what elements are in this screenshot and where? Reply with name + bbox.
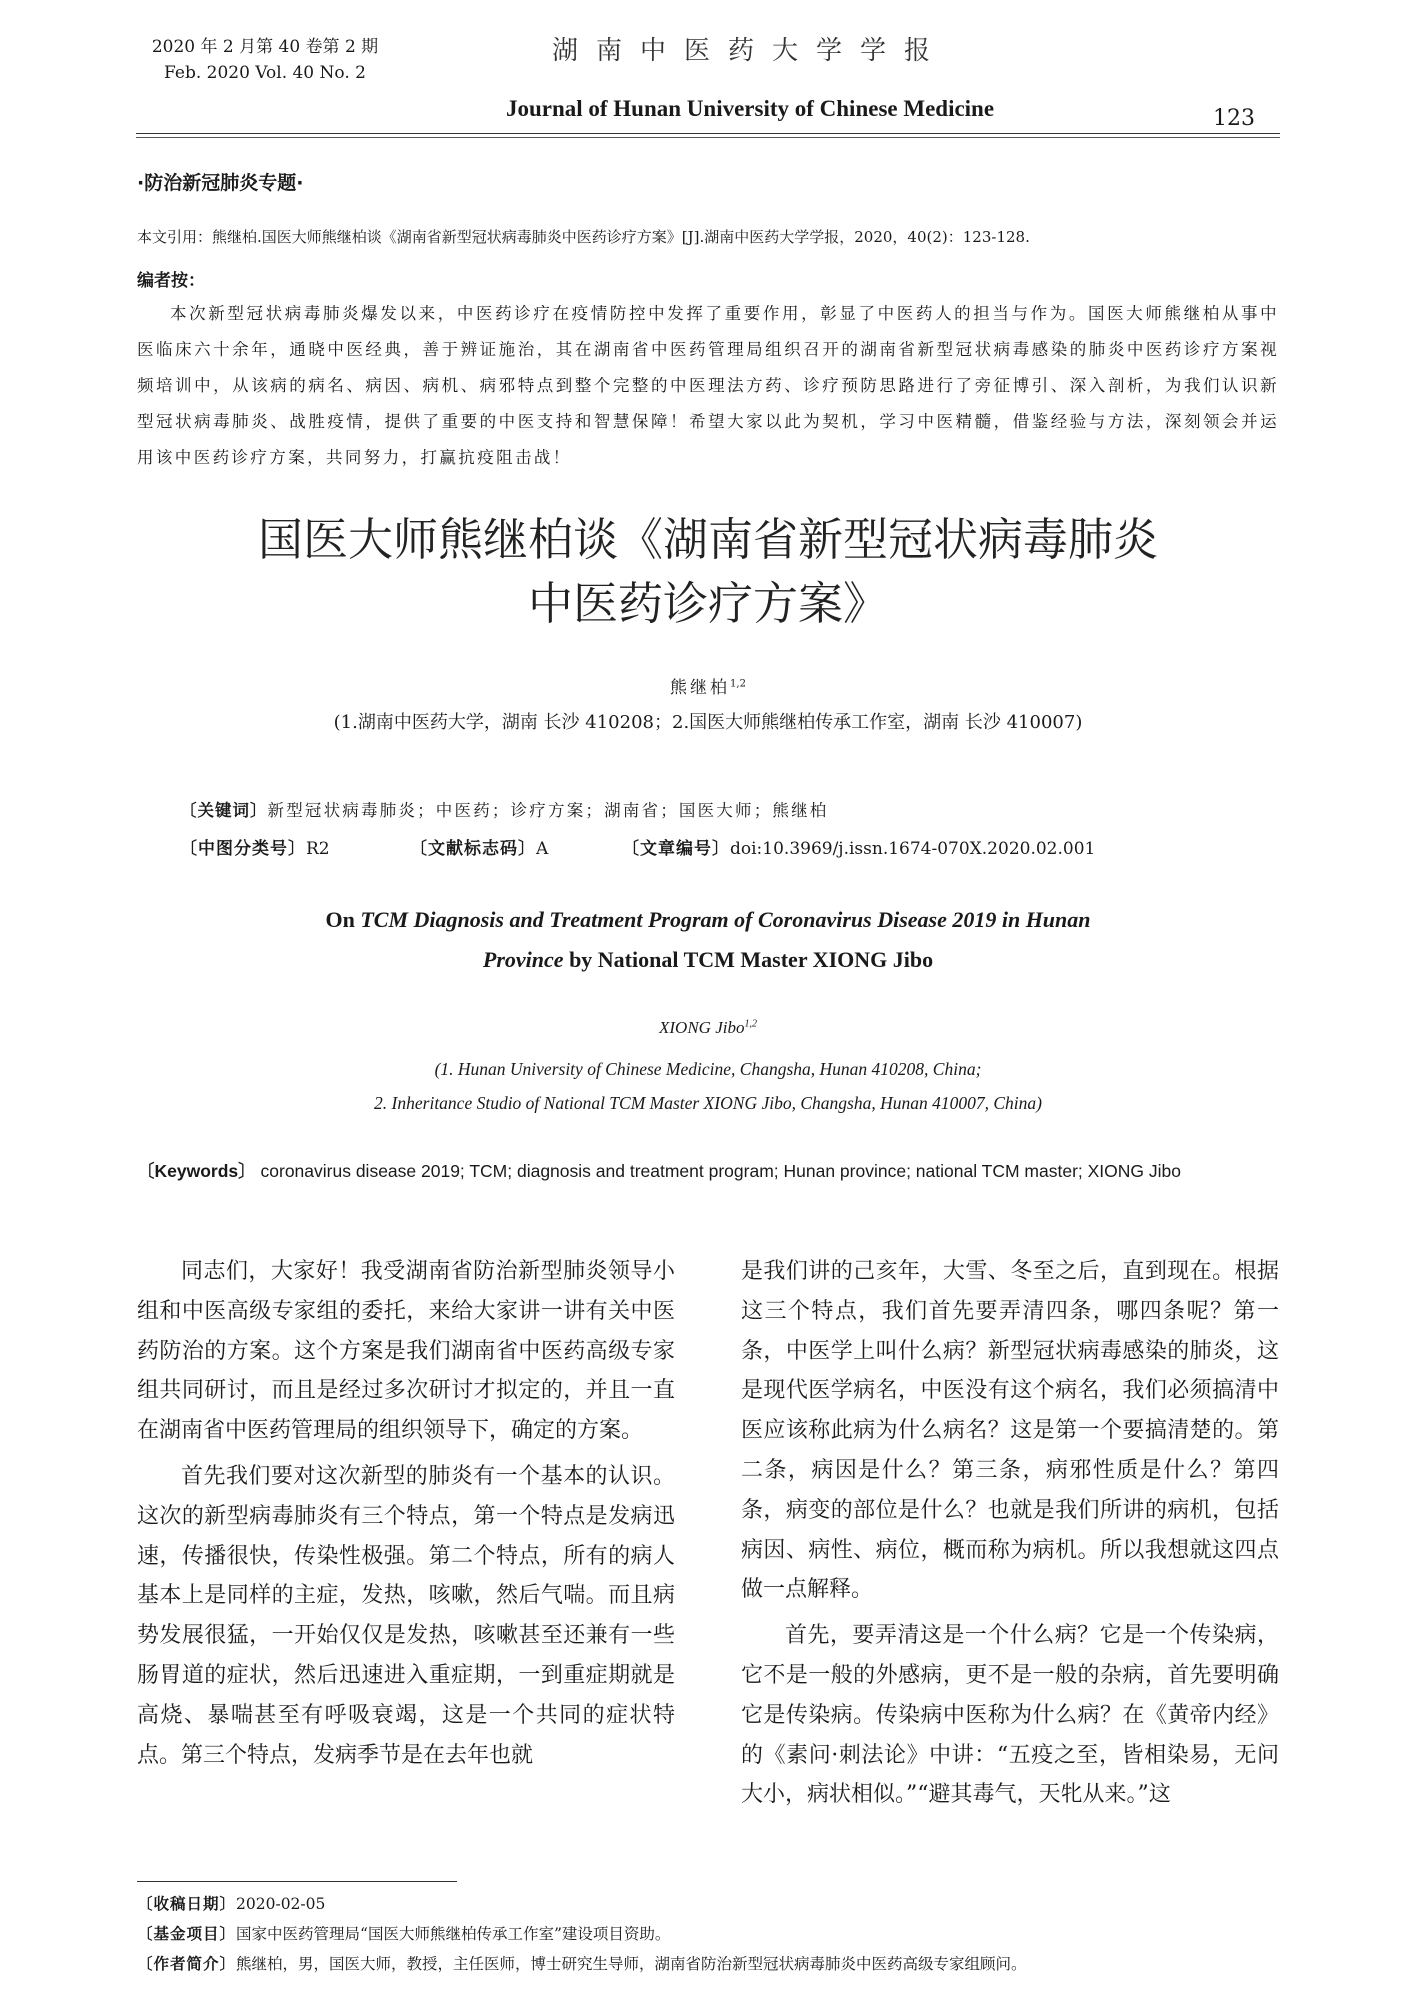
paragraph: 是我们讲的己亥年，大雪、冬至之后，直到现在。根据这三个特点，我们首先要弄清四条，哪四条呢？第一条，中医学上叫什么病？新型冠状病毒感染的肺炎，这是现代医学病名，中医没有这个病名，我们必须搞清中医应该称此病为什么病名？这是第一个要搞清楚的。第二条，病因是什么？第三条，病邪性质是什么？第四条，病变的部位是什么？也就是我们所讲的病机，包括病因、病性、病位，概而称为病机。所以我想就这四点做一点解释。 [741, 1259, 1279, 1603]
en-title-italic2: Province [482, 947, 564, 972]
footnote-received [137, 1892, 325, 1914]
keywords-en [137, 1154, 1279, 1188]
author-affiliation: (1.湖南中医药大学，湖南 长沙 410208；2.国医大师熊继柏传承工作室，湖南 长沙 410007) [333, 712, 1083, 733]
keywords-en-label: 〔Keywords〕 [137, 1161, 256, 1181]
journal-title-en: Journal of Hunan University of Chinese Medicine [505, 96, 995, 121]
footnote-fund [137, 1922, 670, 1944]
citation: 本文引用：熊继柏.国医大师熊继柏谈《湖南省新型冠状病毒肺炎中医药诊疗方案》[J].湖南中医药大学学报，2020，40(2)：123-128. [137, 228, 1030, 246]
en-title-italic1: TCM Diagnosis and Treatment Program of Coronavirus Disease 2019 in Hunan [360, 907, 1091, 932]
en-author-sup: 1,2 [744, 1018, 757, 1030]
paragraph: 同志们，大家好！我受湖南省防治新型肺炎领导小组和中医高级专家组的委托，来给大家讲一讲有关中医药防治的方案。这个方案是我们湖南省中医药高级专家组共同研讨，而且是经过多次研讨才拟定的，并且一直在湖南省中医药管理局的组织领导下，确定的方案。 [137, 1259, 675, 1444]
doc-label: 〔文献标志码〕 [410, 839, 536, 859]
issue-info [140, 34, 390, 86]
article-value: doi:10.3969/j.issn.1674-070X.2020.02.001 [730, 839, 1096, 859]
received-value: 2020-02-05 [236, 1895, 326, 1913]
en-affil-2: 2. Inheritance Studio of National TCM Master XIONG Jibo, Changsha, Hunan 410007, China) [374, 1093, 1042, 1113]
paragraph: 首先我们要对这次新型的肺炎有一个基本的认识。这次的新型病毒肺炎有三个特点，第一个特点是发病迅速，传播很快，传染性极强。第二个特点，所有的病人基本上是同样的主症，发热，咳嗽，然后气喘。而且病势发展很猛，一开始仅仅是发热，咳嗽甚至还兼有一些肠胃道的症状，然后迅速进入重症期，一到重症期就是高烧、暴喘甚至有呼吸衰竭，这是一个共同的症状特点。第三个特点，发病季节是在去年也就 [137, 1463, 675, 1768]
footnote-bio [137, 1952, 1027, 1974]
journal-title-cn: 湖南中医药大学学报 [551, 36, 948, 66]
classification-row [180, 834, 1280, 859]
article-label: 〔文章编号〕 [622, 839, 730, 859]
keywords-cn [180, 797, 829, 821]
article-title-line2: 中医药诊疗方案》 [527, 577, 888, 630]
bio-label: 〔作者简介〕 [137, 1955, 237, 1973]
page-number: 123 [1213, 106, 1255, 131]
special-topic: ·防治新冠肺炎专题· [137, 172, 304, 194]
english-title [137, 900, 1279, 980]
author [137, 673, 1279, 698]
editor-note-label: 编者按： [137, 271, 205, 291]
keywords-en-text: coronavirus disease 2019; TCM; diagnosis and treatment program; Hunan province; national TCM master; XIONG Jibo [255, 1161, 1181, 1181]
author-name: 熊继柏 [670, 678, 731, 698]
editor-note-text: 本次新型冠状病毒肺炎爆发以来，中医药诊疗在疫情防控中发挥了重要作用，彰显了中医药人的担当与作为。国医大师熊继柏从事中医临床六十余年，通晓中医经典，善于辨证施治，其在湖南省中医药管理局组织召开的湖南省新型冠状病毒感染的肺炎中医药诊疗方案视频培训中，从该病的病名、病因、病机、病邪特点到整个完整的中医理法方药、诊疗预防思路进行了旁征博引、深入剖析，为我们认识新型冠状病毒肺炎、战胜疫情，提供了重要的中医支持和智慧保障！希望大家以此为契机，学习中医精髓，借鉴经验与方法，深刻领会并运用该中医药诊疗方案，共同努力，打赢抗疫阻击战！ [137, 304, 1279, 467]
fund-value: 国家中医药管理局“国医大师熊继柏传承工作室”建设项目资助。 [236, 1925, 671, 1943]
header-rule-thin [136, 137, 1280, 138]
paragraph: 首先，要弄清这是一个什么病？它是一个传染病，它不是一般的外感病，更不是一般的杂病，首先要明确它是传染病。传染病中医称为什么病？在《黄帝内经》的《素问·刺法论》中讲：“五疫之至，皆相染易，无问大小，病状相似。”“避其毒气，天牝从来。”这 [741, 1623, 1279, 1808]
clc-label: 〔中图分类号〕 [180, 839, 306, 859]
received-label: 〔收稿日期〕 [137, 1895, 237, 1913]
issue-cn: 2020 年 2 月第 40 卷第 2 期 [151, 37, 379, 57]
fund-label: 〔基金项目〕 [137, 1925, 237, 1943]
footnote-rule [137, 1881, 457, 1882]
author-sup: 1,2 [730, 678, 746, 690]
en-title-rest: by National TCM Master XIONG Jibo [563, 947, 934, 972]
header-rule [136, 133, 1280, 134]
en-affil-1: (1. Hunan University of Chinese Medicine, Changsha, Hunan 410208, China; [434, 1059, 982, 1079]
issue-en: Feb. 2020 Vol. 40 No. 2 [164, 63, 366, 83]
article-title-line1: 国医大师熊继柏谈《湖南省新型冠状病毒肺炎 [257, 513, 1158, 566]
keywords-cn-text: 新型冠状病毒肺炎；中医药；诊疗方案；湖南省；国医大师；熊继柏 [267, 801, 829, 820]
body-column-right [741, 1252, 1279, 1821]
doc-value: A [536, 839, 549, 859]
clc-value: R2 [306, 839, 330, 859]
en-title-on: On [325, 907, 361, 932]
body-column-left [137, 1252, 675, 1781]
english-affiliation [137, 1052, 1279, 1120]
keywords-cn-label: 〔关键词〕 [180, 801, 268, 820]
english-author [137, 1018, 1279, 1038]
bio-value: 熊继柏，男，国医大师，教授，主任医师，博士研究生导师，湖南省防治新型冠状病毒肺炎中医药高级专家组顾问。 [236, 1955, 1027, 1973]
article-title [137, 508, 1279, 636]
en-author-name: XIONG Jibo [659, 1018, 745, 1037]
